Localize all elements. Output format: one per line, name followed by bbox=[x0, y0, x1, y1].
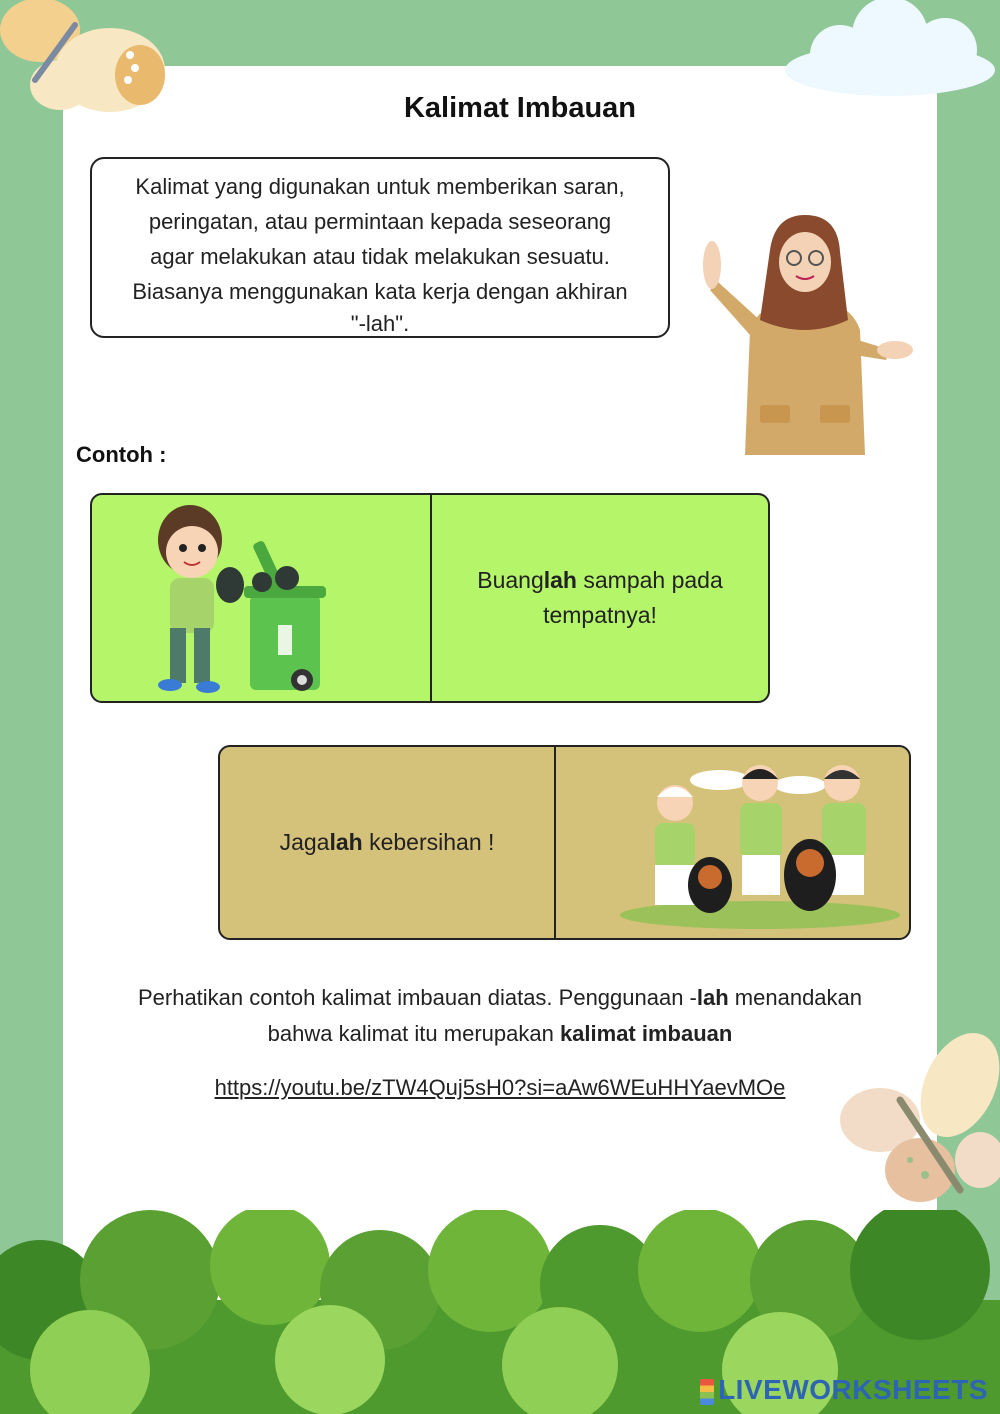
cloud-icon bbox=[780, 0, 1000, 100]
example-1-text bbox=[432, 495, 768, 701]
definition-box bbox=[90, 157, 670, 338]
example-1-prefix: Buang bbox=[477, 567, 544, 593]
note-text: Perhatikan contoh kalimat imbauan diatas. Penggunaan - bbox=[137, 985, 697, 1010]
example-card-2 bbox=[218, 745, 911, 940]
kids-cleaning-illustration bbox=[610, 755, 910, 935]
explanation-note bbox=[80, 980, 920, 1052]
example-2-suffix: lah bbox=[329, 829, 363, 855]
note-text: menandakan bbox=[728, 985, 863, 1010]
definition-line: Kalimat yang digunakan untuk memberikan saran, bbox=[135, 174, 625, 199]
example-1-line2: tempatnya! bbox=[543, 602, 657, 628]
girl-trash-illustration bbox=[112, 500, 412, 700]
note-bold: kalimat imbauan bbox=[559, 1021, 733, 1046]
page-title: Kalimat Imbauan bbox=[403, 92, 637, 124]
butterfly-icon bbox=[840, 1030, 1000, 1205]
teacher-illustration bbox=[690, 210, 920, 455]
example-2-text bbox=[220, 747, 554, 938]
definition-line: Biasanya menggunakan kata kerja dengan akhiran bbox=[132, 279, 628, 304]
definition-line: "-lah". bbox=[350, 311, 410, 336]
example-1-rest: sampah pada bbox=[576, 567, 723, 593]
note-bold: lah bbox=[696, 985, 729, 1010]
examples-label: Contoh : bbox=[76, 442, 167, 467]
definition-line: peringatan, atau permintaan kepada seseorang bbox=[148, 209, 612, 234]
logo-mark-icon bbox=[700, 1379, 714, 1405]
note-text: bahwa kalimat itu merupakan bbox=[267, 1021, 560, 1046]
video-link[interactable]: https://youtu.be/zTW4Quj5sH0?si=aAw6WEuHHYaevMOe bbox=[214, 1075, 786, 1100]
example-2-rest: kebersihan ! bbox=[362, 829, 495, 855]
example-card-1 bbox=[90, 493, 770, 703]
example-2-prefix: Jaga bbox=[279, 829, 330, 855]
card-divider bbox=[554, 747, 556, 938]
logo-text: LIVEWORKSHEETS bbox=[718, 1374, 988, 1405]
liveworksheets-logo bbox=[700, 1374, 988, 1406]
example-1-suffix: lah bbox=[543, 567, 577, 593]
definition-line: agar melakukan atau tidak melakukan sesuatu. bbox=[150, 244, 610, 269]
